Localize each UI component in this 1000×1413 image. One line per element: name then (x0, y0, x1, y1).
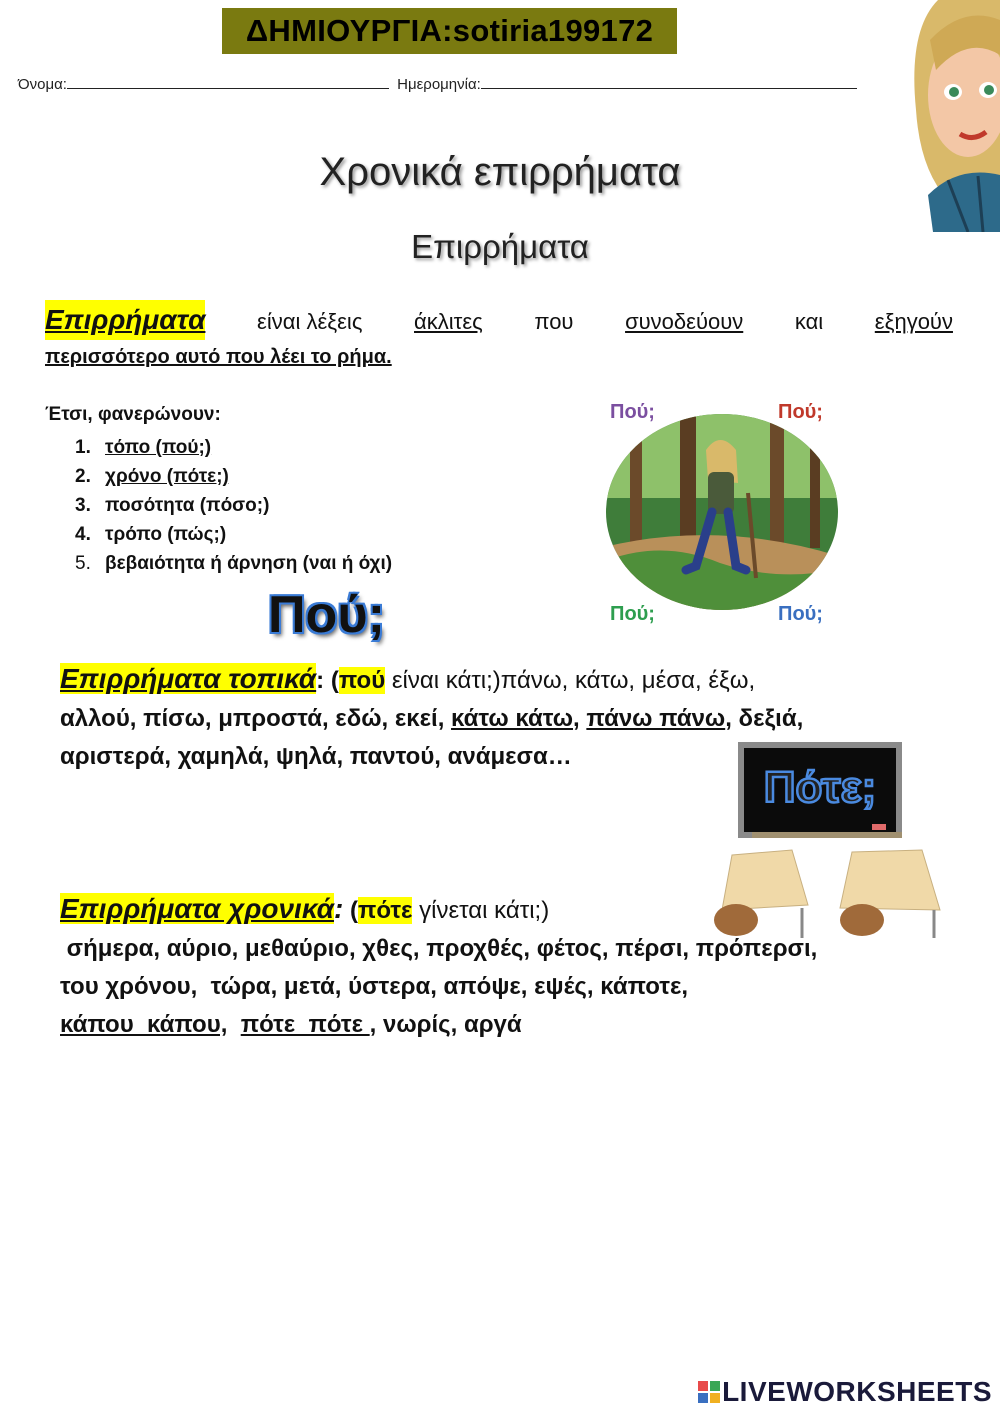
def-word: είναι λέξεις (257, 309, 363, 334)
page-subtitle: Επιρρήματα (411, 228, 589, 265)
definition-term: Επιρρήματα (45, 300, 205, 340)
def-word: που (534, 309, 574, 334)
time-line-3: του χρόνου, τώρα, μετά, ύστερα, απόψε, εψές, κάποτε, (60, 973, 689, 1000)
name-label: Όνομα: (18, 76, 67, 93)
liveworksheets-logo-icon (698, 1381, 720, 1403)
list-intro: Έτσι, φανερώνουν: (45, 404, 221, 425)
place-category: Επιρρήματα τοπικά (60, 663, 317, 694)
definition-line (45, 300, 953, 342)
teacher-avatar (908, 0, 1000, 232)
list-item: 3. ποσότητα (πόσο;) (75, 495, 270, 516)
place-line-1: Επιρρήματα τοπικά: (πού είναι κάτι;)πάνω, κάτω, μέσα, έξω, (60, 663, 756, 694)
def-word: εξηγούν (874, 309, 953, 334)
time-line-4: κάπου κάπου, πότε πότε , νωρίς, αργά (60, 1011, 522, 1038)
forest-hiker-illustration (600, 388, 845, 633)
definition-line-2: περισσότερο αυτό που λέει το ρήμα. (45, 346, 392, 368)
liveworksheets-footer (698, 1376, 992, 1408)
creator-banner: ΔΗΜΙΟΥΡΓΙΑ:sotiria199172 (222, 8, 677, 54)
time-question: πότε (357, 897, 413, 924)
def-word: και (794, 309, 824, 334)
place-question: πού (338, 667, 386, 694)
pote-board-text: Πότε; (763, 763, 877, 812)
date-blank[interactable] (481, 74, 857, 89)
date-label: Ημερομηνία: (397, 76, 481, 93)
pou-label-blue: Πού; (778, 603, 823, 625)
def-word: άκλιτες (414, 309, 483, 334)
place-line-3: αριστερά, χαμηλά, ψηλά, παντού, ανάμεσα… (60, 743, 572, 770)
brand-name: LIVEWORKSHEETS (722, 1376, 992, 1407)
time-adverbs-block (60, 890, 940, 1044)
list-item: 2. χρόνο (πότε;) (75, 466, 229, 487)
time-line-1: Επιρρήματα χρονικά: (πότε γίνεται κάτι;) (60, 893, 550, 924)
name-date-row (18, 74, 857, 93)
name-blank[interactable] (67, 74, 389, 89)
pou-heading: Πού; (268, 586, 385, 644)
def-word: συνοδεύουν (625, 309, 744, 334)
pou-label-green: Πού; (610, 603, 655, 625)
list-item: 5. βεβαιότητα ή άρνηση (ναι ή όχι) (75, 553, 393, 574)
page-title: Χρονικά επιρρήματα (319, 150, 681, 194)
pou-label-red: Πού; (778, 401, 823, 423)
pou-label-purple: Πού; (610, 401, 655, 423)
list-item: 1. τόπο (πού;) (75, 437, 212, 458)
time-category: Επιρρήματα χρονικά (60, 893, 334, 924)
list-item: 4. τρόπο (πώς;) (75, 524, 227, 545)
adverb-types-list (75, 433, 392, 578)
time-line-2: σήμερα, αύριο, μεθαύριο, χθες, προχθές, φέτος, πέρσι, πρόπερσι, (60, 935, 818, 962)
place-line-2: αλλού, πίσω, μπροστά, εδώ, εκεί, κάτω κάτω, πάνω πάνω, δεξιά, (60, 705, 804, 732)
